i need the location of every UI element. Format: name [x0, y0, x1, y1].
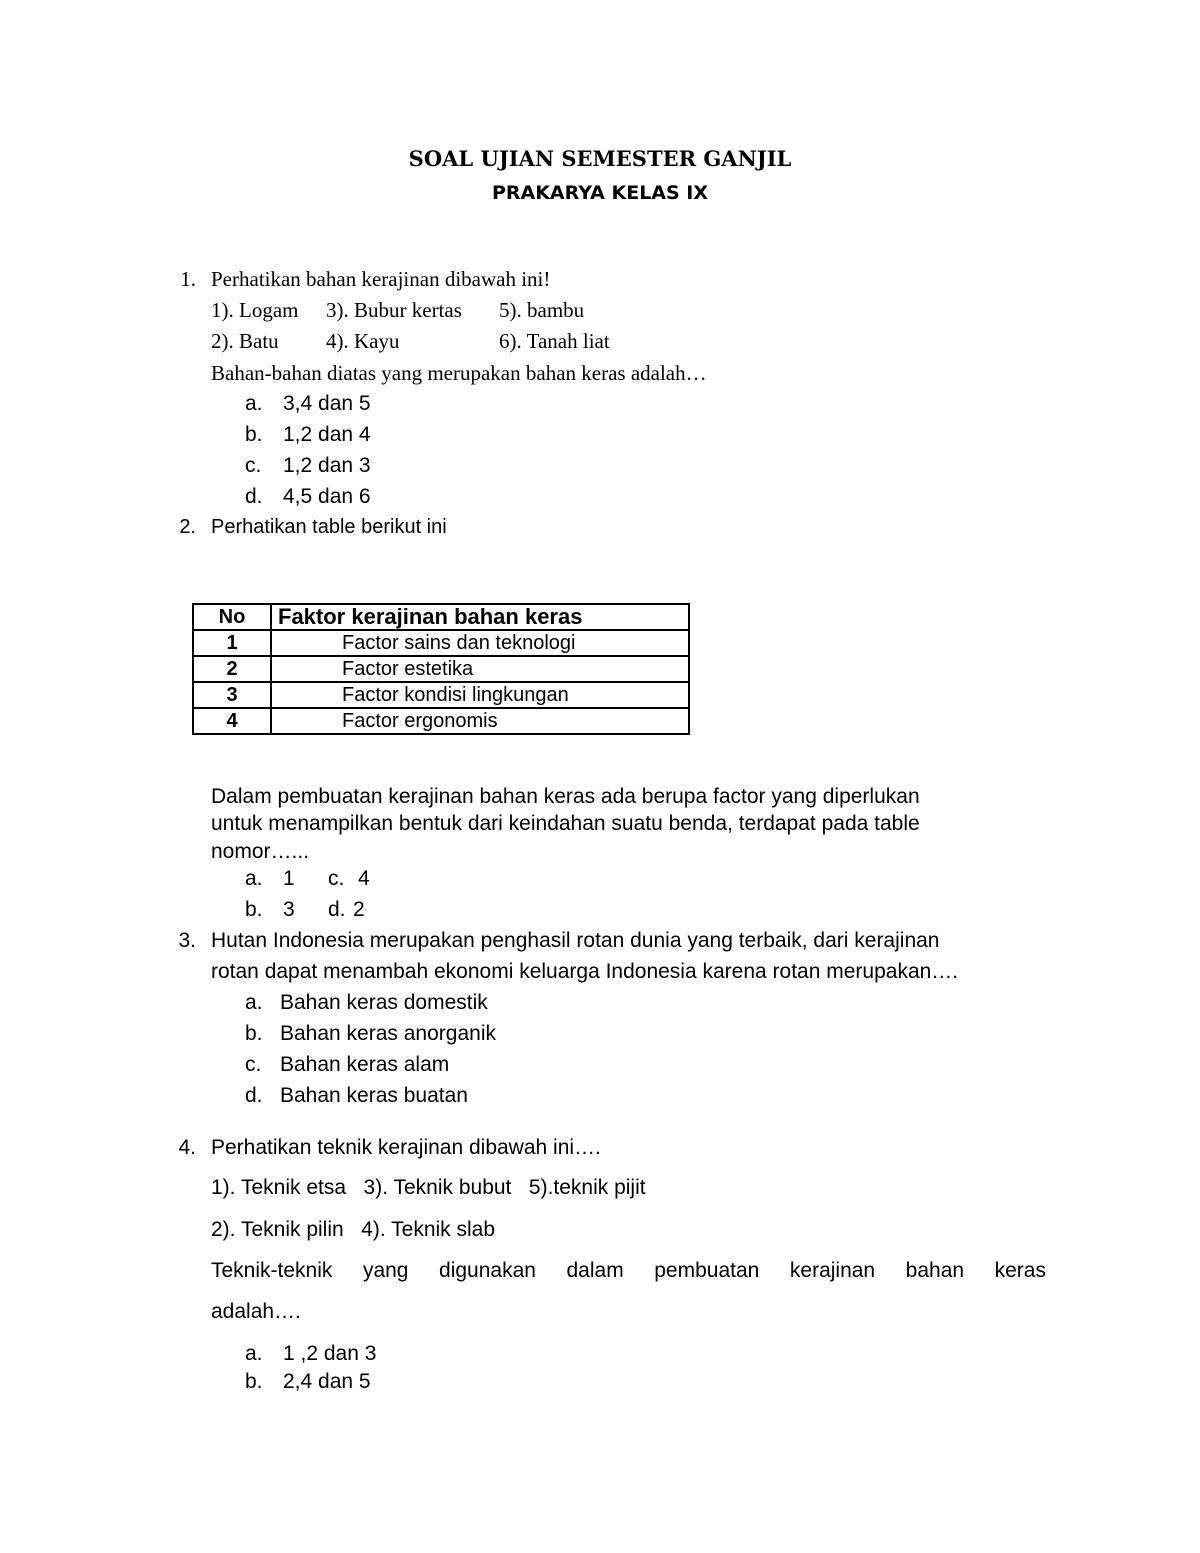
option-text: 3 [283, 898, 295, 921]
question-text-line: rotan dapat menambah ekonomi keluarga Indonesia karena rotan merupakan…. [211, 960, 959, 983]
prompt-word: yang [362, 1259, 409, 1282]
option-text: Bahan keras alam [280, 1053, 450, 1076]
prompt-word: Teknik-teknik [211, 1259, 333, 1282]
table-row [193, 630, 689, 656]
technique-list-line: 1). Teknik etsa 3). Teknik bubut 5).teknik pijit [211, 1176, 646, 1199]
technique-list-line: 2). Teknik pilin 4). Teknik slab [211, 1218, 496, 1241]
option-text: Bahan keras domestik [280, 991, 488, 1014]
question-text: Perhatikan teknik kerajinan dibawah ini…. [211, 1136, 601, 1159]
option-text: 1,2 dan 3 [283, 454, 371, 477]
option-text: 3,4 dan 5 [283, 392, 371, 415]
question-text: Perhatikan table berikut ini [211, 516, 447, 538]
option-letter: a. [245, 991, 263, 1014]
option-text: Bahan keras anorganik [280, 1022, 496, 1045]
option-letter: b. [245, 1022, 263, 1045]
table-row [193, 708, 689, 734]
option-letter: d. [245, 1084, 263, 1107]
prompt-word: kerajinan [789, 1259, 876, 1282]
question-prompt: Bahan-bahan diatas yang merupakan bahan keras adalah… [211, 361, 707, 385]
option-text: 4,5 dan 6 [283, 485, 371, 508]
table-header-factor: Faktor kerajinan bahan keras [271, 604, 689, 630]
table-cell-no: 2 [193, 656, 271, 682]
table-header-no: No [193, 604, 271, 630]
table-cell-factor: Factor sains dan teknologi [271, 630, 689, 656]
question-number: 3. [178, 929, 196, 952]
option-text: 1 [283, 867, 295, 890]
question-paragraph-line: untuk menampilkan bentuk dari keindahan suatu benda, terdapat pada table [211, 812, 920, 835]
option-letter: c. [245, 1053, 262, 1076]
question-number: 1. [180, 267, 196, 291]
prompt-word: keras [994, 1259, 1046, 1282]
option-letter: a. [245, 867, 263, 890]
question-paragraph-line: nomor…... [211, 840, 310, 863]
table-header-row [193, 604, 689, 630]
option-text: 1,2 dan 4 [283, 423, 371, 446]
page-subtitle: PRAKARYA KELAS IX [491, 182, 709, 204]
option-letter: c. [328, 867, 345, 890]
prompt-word: digunakan [439, 1259, 536, 1282]
table-cell-factor: Factor estetika [271, 656, 689, 682]
table-row [193, 682, 689, 708]
prompt-word: bahan [905, 1259, 965, 1282]
material-item: 5). bambu [499, 298, 585, 322]
question-prompt-justified [211, 1259, 1046, 1283]
table-cell-factor: Factor ergonomis [271, 708, 689, 734]
page-title: SOAL UJIAN SEMESTER GANJIL [408, 146, 792, 171]
option-letter: a. [245, 1342, 263, 1365]
option-letter: a. [245, 392, 263, 415]
option-letter: d. [328, 898, 346, 921]
factor-table [192, 603, 690, 735]
table-cell-factor: Factor kondisi lingkungan [271, 682, 689, 708]
option-text: 2,4 dan 5 [283, 1370, 371, 1393]
question-number: 2. [179, 516, 196, 538]
option-letter: b. [245, 898, 263, 921]
material-item: 4). Kayu [326, 329, 400, 353]
question-prompt-end: adalah…. [211, 1300, 301, 1323]
option-letter: c. [245, 454, 262, 477]
question-text-line: Hutan Indonesia merupakan penghasil rotan dunia yang terbaik, dari kerajinan [211, 929, 940, 952]
material-item: 2). Batu [211, 329, 279, 353]
question-text: Perhatikan bahan kerajinan dibawah ini! [211, 267, 551, 291]
table-cell-no: 3 [193, 682, 271, 708]
question-paragraph-line: Dalam pembuatan kerajinan bahan keras ada berupa factor yang diperlukan [211, 785, 920, 808]
table-row [193, 656, 689, 682]
prompt-word: pembuatan [654, 1259, 760, 1282]
option-letter: d. [245, 485, 263, 508]
prompt-word: dalam [566, 1259, 624, 1282]
table-cell-no: 1 [193, 630, 271, 656]
question-number: 4. [178, 1136, 196, 1159]
option-text: 4 [358, 867, 370, 890]
option-letter: b. [245, 1370, 263, 1393]
material-item: 1). Logam [211, 298, 299, 322]
option-letter: b. [245, 423, 263, 446]
option-text: 1 ,2 dan 3 [283, 1342, 377, 1365]
material-item: 6). Tanah liat [499, 329, 610, 353]
option-text: Bahan keras buatan [280, 1084, 468, 1107]
option-text: 2 [353, 898, 365, 921]
material-item: 3). Bubur kertas [326, 298, 462, 322]
table-cell-no: 4 [193, 708, 271, 734]
